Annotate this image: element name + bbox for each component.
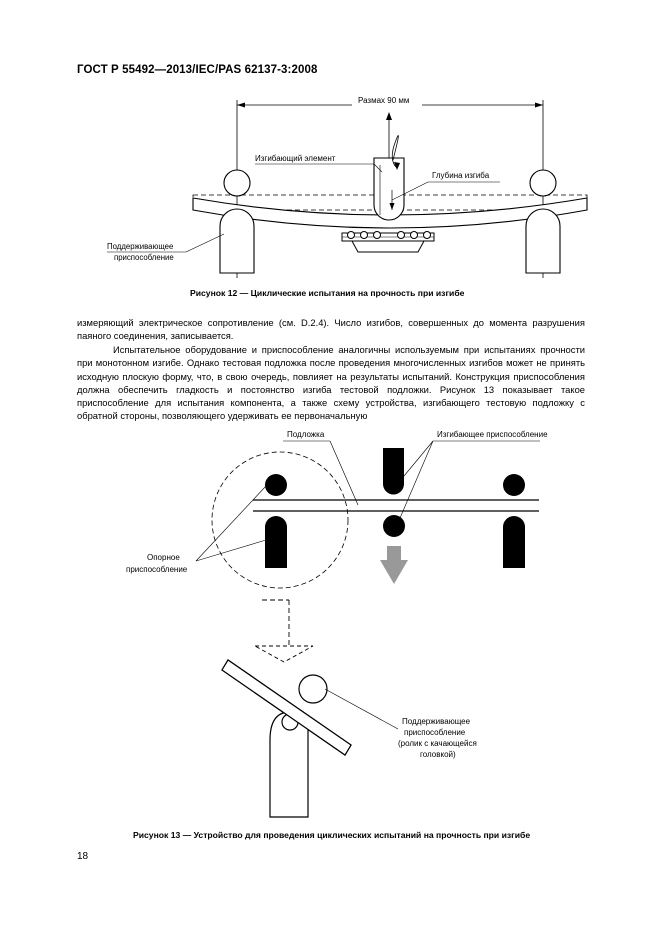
label-bending-fixture: Изгибающее приспособление [437, 430, 548, 439]
figure-13-caption: Рисунок 13 — Устройство для проведения циклических испытаний на прочность при изгибе [133, 830, 531, 840]
gray-arrow-head [380, 560, 408, 584]
label-holding-line2: приспособление [404, 728, 466, 737]
paragraph-continuation: измеряющий электрическое сопротивление (см. D.2.4). Число изгибов, совершенных до момента разрушения паяного соединения, записывается. [77, 317, 585, 342]
label-swing: Размах 90 мм [358, 96, 410, 105]
support-bottom-right [503, 516, 525, 568]
bending-fixture-top [383, 448, 404, 495]
label-holding-line4: головкой) [420, 750, 456, 759]
label-bend-depth: Глубина изгиба [432, 171, 490, 180]
label-holding-line1: Поддерживающее [402, 717, 471, 726]
label-holding-line3: (ролик с качающейся [398, 739, 477, 748]
page-number: 18 [77, 851, 89, 862]
bending-ball-bottom [383, 515, 405, 537]
document-header: ГОСТ Р 55492—2013/IEC/PAS 62137-3:2008 [77, 64, 318, 76]
label-support-line2: приспособление [114, 253, 174, 262]
figure-12-caption: Рисунок 12 — Циклические испытания на прочность при изгибе [190, 288, 465, 298]
label-support-fixture-line1: Опорное [147, 553, 180, 562]
dashed-arrow-head [255, 646, 313, 662]
label-support-fixture-line2: приспособление [126, 565, 188, 574]
label-support-line1: Поддерживающее [107, 242, 174, 251]
paragraph-fixture-description: Испытательное оборудование и приспособление аналогичны используемым при испытаниях прочности при монотонном изгибе. Однако тестовая подложка после проведения многочисленных изгибов может не принять исходную плоскую форму, что, в свою очередь, повлияет на результаты испытаний. Конструкция приспособления должна обеспечить гладкость и постоянство изгиба тестовой подложки. Рисунок 13 показывает такое приспособление для испытания компонента, а также схему устройства, изгибающего тестовую подложку с обратной стороны, позволяющего удерживать ее первоначальную [77, 344, 585, 422]
gray-arrow-shaft [387, 546, 401, 560]
roller-top [299, 675, 327, 703]
top-ball-right [503, 474, 525, 496]
label-bending-element: Изгибающий элемент [255, 154, 336, 163]
support-bottom-left [265, 516, 287, 568]
label-substrate: Подложка [287, 430, 325, 439]
top-ball-left [265, 474, 287, 496]
